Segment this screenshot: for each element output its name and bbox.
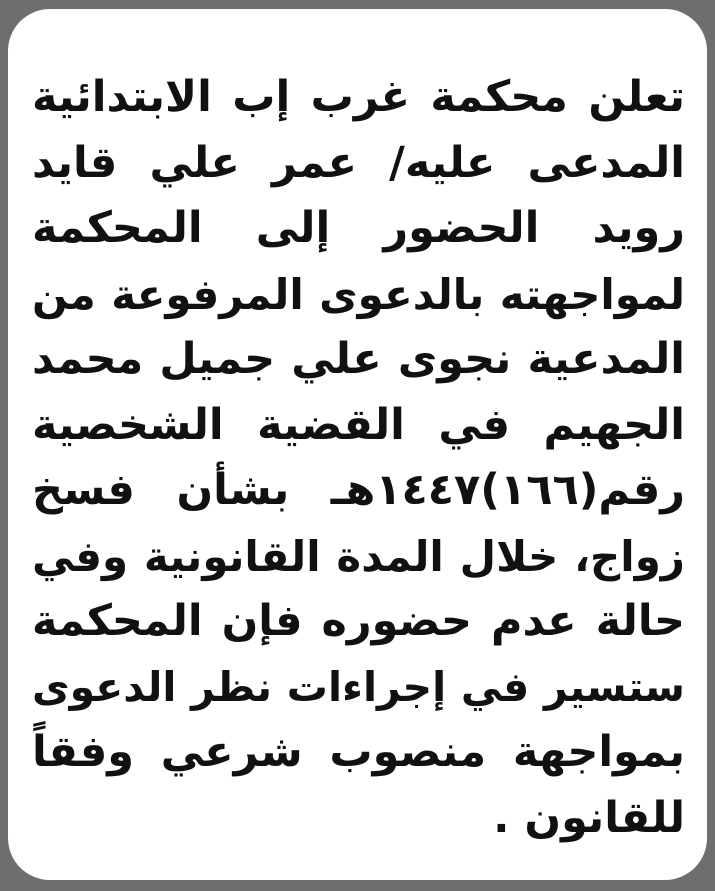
notice-line-4: لمواجهته بالدعوى المرفوعة من bbox=[32, 269, 685, 319]
notice-line-9: حالة عدم حضوره فإن المحكمة bbox=[32, 596, 685, 646]
notice-line-12: للقانون . bbox=[493, 792, 685, 843]
notice-line-10: ستسير في إجراءات نظر الدعوى bbox=[32, 662, 685, 711]
notice-line-2: المدعى عليه/ عمر علي قايد bbox=[32, 137, 685, 188]
court-notice-text bbox=[32, 65, 685, 851]
notice-line-8: زواج، خلال المدة القانونية وفي bbox=[32, 531, 685, 581]
notice-line-7: رقم(١٦٦)١٤٤٧هـ بشأن فسخ bbox=[32, 465, 685, 515]
notice-line-1: تعلن محكمة غرب إب الابتدائية bbox=[32, 72, 685, 122]
notice-line-5: المدعية نجوى علي جميل محمد bbox=[32, 334, 685, 384]
notice-line-6: الجهيم في القضية الشخصية bbox=[32, 399, 685, 450]
notice-line-11: بمواجهة منصوب شرعي وفقاً bbox=[32, 727, 685, 777]
notice-line-3: رويد الحضور إلى المحكمة bbox=[32, 203, 685, 253]
notice-card bbox=[8, 9, 707, 880]
